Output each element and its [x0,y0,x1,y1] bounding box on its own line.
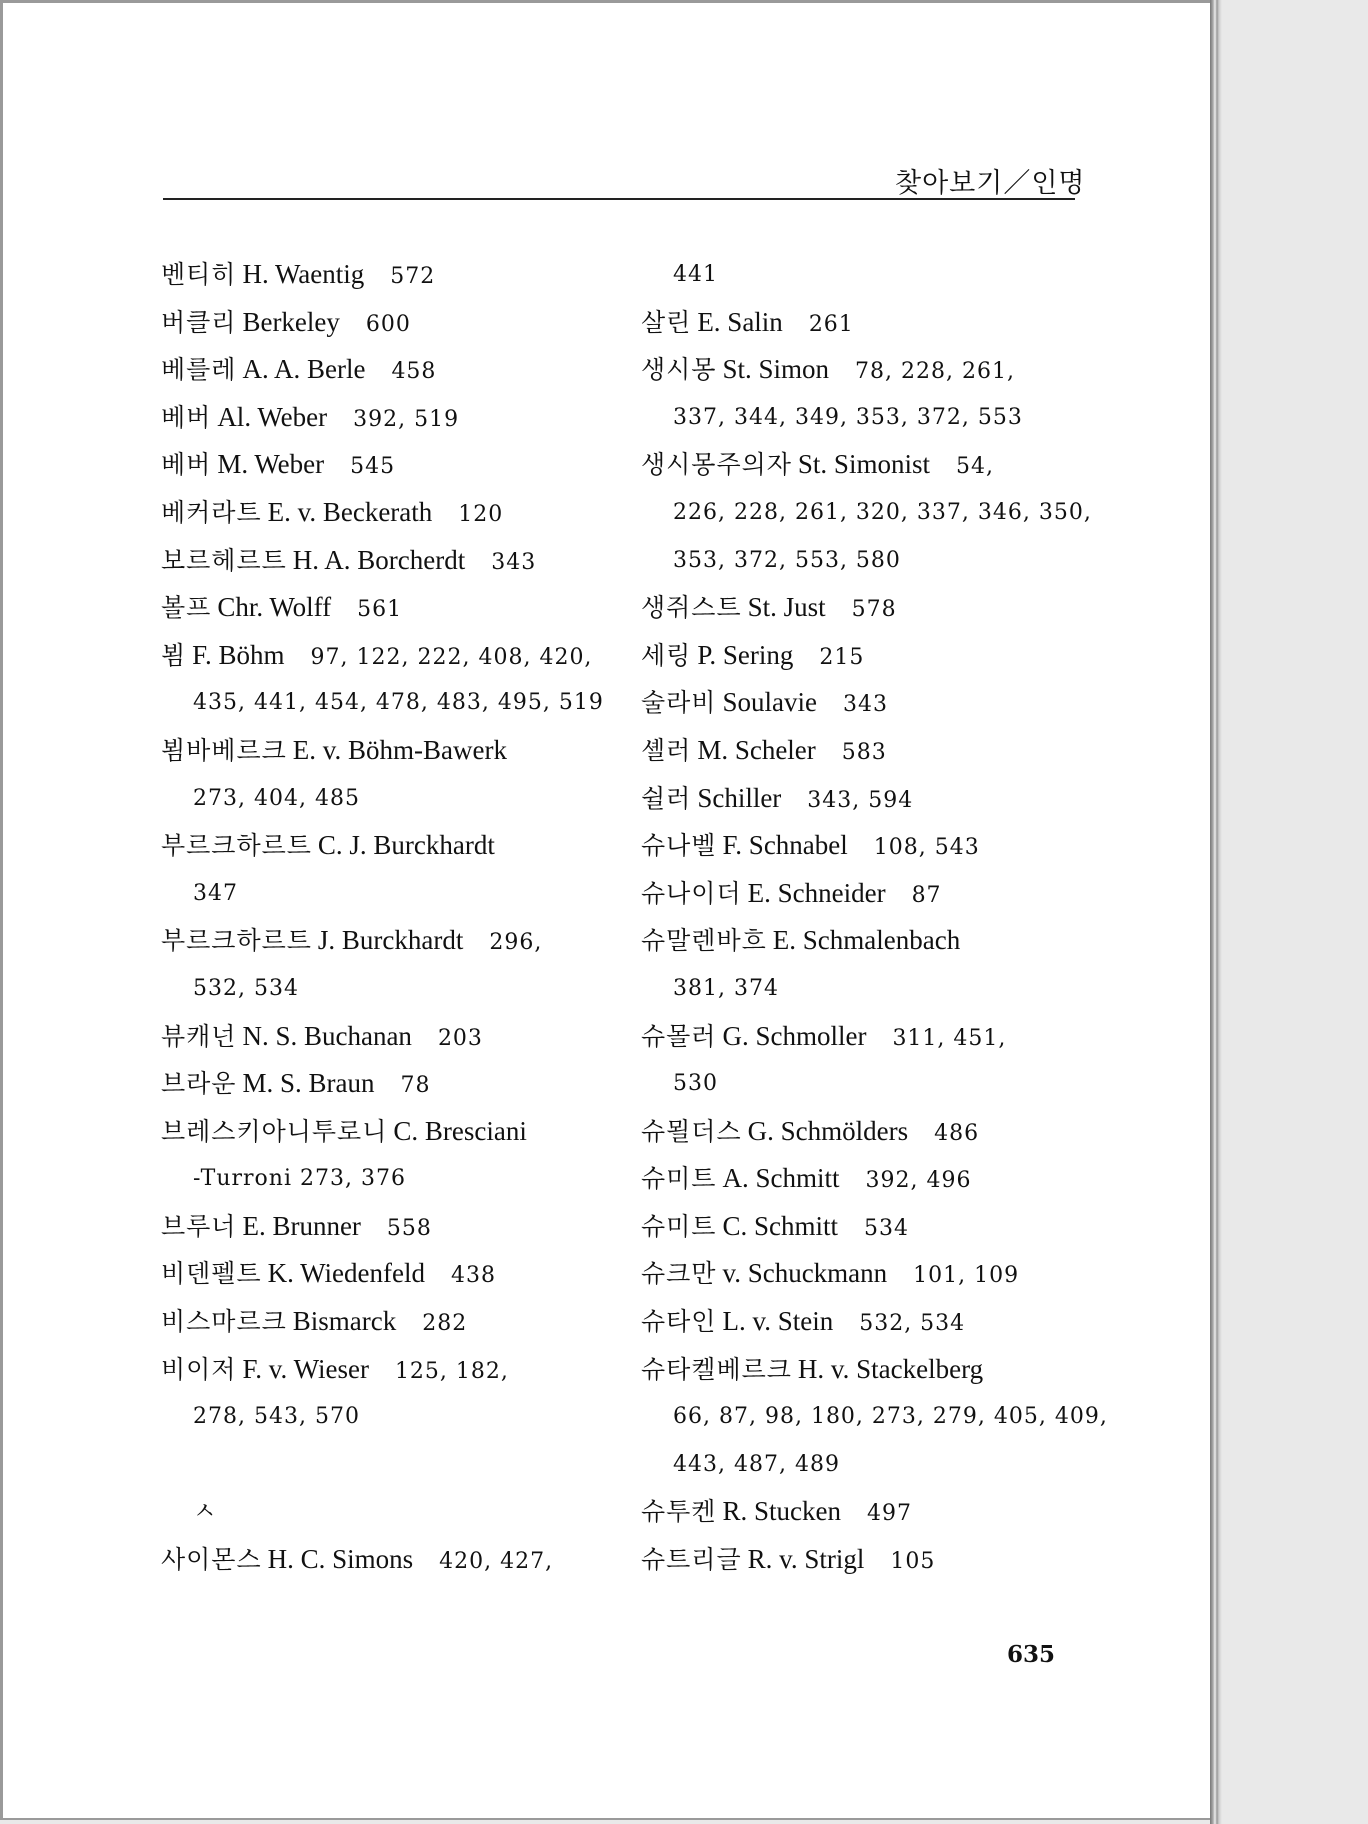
entry-original-name: St. Simonist [797,449,930,480]
entry-original-name: E. Schmalenbach [772,925,961,956]
entry-page-refs: 600 [365,311,411,337]
entry-original-name: G. Schmölders [747,1115,909,1146]
index-entry [161,727,631,775]
index-entry [641,1346,1111,1394]
index-continuation [641,489,1111,537]
index-continuation [641,251,1111,299]
entry-korean-name: 슈타켈베르크 [641,1354,792,1384]
index-continuation [161,870,631,918]
entry-korean-name: 보르헤르트 [161,545,287,575]
entry-page-refs: 530 [673,1071,718,1097]
entry-page-refs: 545 [350,454,396,480]
entry-original-name: L. v. Stein [722,1306,834,1337]
index-entry [161,1250,631,1298]
entry-korean-name: 부르크하르트 [161,831,312,861]
index-entry [161,346,631,394]
index-entry [161,917,631,965]
index-continuation [641,1393,1111,1441]
entry-original-name: Chr. Wolff [217,592,332,623]
entry-page-refs: 215 [819,644,865,670]
index-entry [161,1203,631,1251]
index-entry [161,1346,631,1394]
entry-page-refs: 353, 372, 553, 580 [673,547,901,573]
entry-korean-name: 브라운 [161,1069,237,1099]
entry-korean-name: 뷰캐넌 [161,1021,237,1051]
entry-original-name: A. Schmitt [722,1163,840,1194]
index-entry [641,346,1111,394]
entry-original-name: St. Simon [722,354,829,385]
entry-korean-name: 살린 [641,307,692,337]
entry-korean-name: 부르크하르트 [161,926,312,956]
entry-original-name: M. Weber [217,449,325,480]
entry-page-refs: 337, 344, 349, 353, 372, 553 [673,404,1023,430]
entry-korean-name: 슈묄더스 [641,1116,742,1146]
entry-page-refs: 534 [863,1215,909,1241]
entry-original-name: J. Burckhardt [317,925,464,956]
index-continuation [641,537,1111,585]
entry-page-refs: 441 [673,262,718,287]
entry-page-refs: 120 [458,501,504,527]
entry-original-name: Berkeley [242,306,340,337]
index-entry [161,632,631,680]
index-continuation [161,679,631,727]
entry-korean-name: 슈트리글 [641,1545,742,1575]
index-entry [161,489,631,537]
entry-page-refs: 347 [193,880,238,906]
entry-page-refs: 532, 534 [193,975,299,1001]
entry-page-refs: 435, 441, 454, 478, 483, 495, 519 [193,690,604,716]
entry-original-name: St. Just [747,592,826,623]
entry-original-name: E. Brunner [242,1210,361,1241]
entry-page-refs: 532, 534 [859,1311,966,1337]
entry-page-refs: 458 [391,359,437,385]
entry-page-refs: 203 [437,1025,483,1051]
entry-page-refs: 273, 404, 485 [193,785,360,811]
entry-korean-name: 비이저 [161,1354,237,1384]
entry-page-refs: 108, 543 [873,835,980,861]
index-entry [641,727,1111,775]
entry-page-refs: 78, 228, 261, [855,359,1015,385]
entry-original-name: Schiller [697,782,782,813]
entry-page-refs: 296, [489,930,543,956]
entry-original-name: E. v. Beckerath [267,496,433,527]
entry-korean-name: 뵘 [161,640,187,670]
index-entry [641,1536,1111,1584]
index-entry [641,1250,1111,1298]
entry-korean-name: 세링 [641,640,692,670]
entry-korean-name: 베커라트 [161,497,262,527]
entry-page-refs: 261 [808,311,854,337]
entry-korean-name: 슈나이더 [641,878,742,908]
index-entry [641,1155,1111,1203]
entry-page-refs: 87 [911,882,942,908]
entry-korean-name: 슈몰러 [641,1021,717,1051]
entry-korean-name: 슈투켄 [641,1497,717,1527]
index-entry [641,299,1111,347]
entry-page-refs: 558 [386,1215,432,1241]
index-entry [161,1536,631,1584]
entry-page-refs: 226, 228, 261, 320, 337, 346, 350, [673,499,1092,525]
index-entry [161,537,631,585]
entry-korean-name: 생쥐스트 [641,593,742,623]
entry-korean-name: 베버 [161,450,212,480]
index-entry [641,775,1111,823]
entry-original-name: Bismarck [292,1306,397,1337]
entry-page-refs: 343 [842,692,888,718]
entry-original-name: v. Schuckmann [722,1258,888,1289]
entry-korean-name: 슈미트 [641,1211,717,1241]
entry-page-refs: 101, 109 [913,1263,1020,1289]
entry-korean-name: 브루너 [161,1211,237,1241]
header-rule [163,198,1075,200]
entry-page-refs: 54, [955,454,994,480]
index-entry [161,1060,631,1108]
entry-original-name: F. Schnabel [722,830,848,861]
entry-page-refs: 497 [866,1501,912,1527]
index-entry [161,822,631,870]
entry-original-name: H. A. Borcherdt [292,544,466,575]
entry-original-name: E. Schneider [747,877,886,908]
entry-korean-name: 볼프 [161,593,212,623]
index-entry [161,299,631,347]
entry-original-name: R. Stucken [722,1496,841,1527]
entry-korean-name: 비덴펠트 [161,1259,262,1289]
entry-page-refs: 392, 519 [353,406,460,432]
section-spacer [161,1441,631,1489]
entry-korean-name: 슈크만 [641,1259,717,1289]
index-entry [641,679,1111,727]
entry-korean-name: 쉴러 [641,783,692,813]
index-entry [641,1488,1111,1536]
entry-original-name: R. v. Strigl [747,1544,865,1575]
entry-original-name: C. Schmitt [722,1210,838,1241]
entry-page-refs: 443, 487, 489 [673,1451,840,1477]
index-continuation [161,1155,631,1203]
entry-korean-name: 베를레 [161,355,237,385]
entry-page-refs: 78 [400,1073,431,1099]
entry-korean-name: 슈미트 [641,1164,717,1194]
index-entry [161,394,631,442]
index-entry [641,632,1111,680]
index-entry [161,1298,631,1346]
entry-page-refs: 561 [357,597,403,623]
index-entry [641,822,1111,870]
index-continuation [161,775,631,823]
index-entry [161,1108,631,1156]
entry-original-name: Al. Weber [217,401,328,432]
entry-page-refs: 66, 87, 98, 180, 273, 279, 405, 409, [673,1404,1108,1430]
section-letter [161,1488,631,1536]
index-continuation [161,1393,631,1441]
entry-korean-name: 브레스키아니투로니 [161,1116,388,1146]
index-entry [641,870,1111,918]
index-column-left [161,251,631,1584]
entry-original-name: F. v. Wieser [242,1353,369,1384]
entry-korean-name: 술라비 [641,688,717,718]
section-letter-text: ㅅ [193,1497,217,1526]
entry-page-refs: 343, 594 [807,787,914,813]
index-entry [641,584,1111,632]
entry-korean-name: 뵘바베르크 [161,735,287,765]
entry-original-name: A. A. Berle [242,354,366,385]
entry-korean-name: 슈말렌바흐 [641,926,767,956]
entry-korean-name: 생시몽 [641,355,717,385]
entry-page-refs: 486 [934,1120,980,1146]
index-entry [641,1013,1111,1061]
index-entry [641,441,1111,489]
index-entry [641,1203,1111,1251]
page-number: 635 [1007,1641,1056,1668]
entry-page-refs: 311, 451, [892,1025,1007,1051]
entry-original-name: G. Schmoller [722,1020,867,1051]
index-entry [641,1298,1111,1346]
entry-original-name: K. Wiedenfeld [267,1258,425,1289]
entry-korean-name: 생시몽주의자 [641,450,792,480]
entry-original-name: E. v. Böhm-Bawerk [292,734,507,765]
index-entry [161,1013,631,1061]
entry-korean-name: 슈타인 [641,1307,717,1337]
index-entry [641,1108,1111,1156]
index-continuation [641,965,1111,1013]
entry-page-refs: 343 [491,549,537,575]
entry-original-name: Soulavie [722,687,817,718]
entry-original-name: H. Waentig [242,259,365,289]
entry-korean-name: 셸러 [641,735,692,765]
index-continuation [161,965,631,1013]
entry-korean-name: 베버 [161,402,212,432]
index-entry [161,251,631,299]
entry-page-refs: 583 [841,739,887,765]
entry-original-name: N. S. Buchanan [242,1020,412,1051]
entry-original-name: C. Bresciani [393,1115,527,1146]
entry-original-name: P. Sering [697,639,794,670]
entry-page-refs: 278, 543, 570 [193,1404,360,1430]
entry-original-name: F. Böhm [192,639,285,670]
entry-page-refs: 381, 374 [673,975,779,1001]
entry-korean-name: 사이몬스 [161,1545,262,1575]
entry-page-refs: 282 [422,1311,468,1337]
entry-original-name: C. J. Burckhardt [317,830,495,861]
entry-page-refs: 572 [390,264,436,289]
entry-korean-name: 비스마르크 [161,1307,287,1337]
page-edge [1210,0,1222,1824]
index-continuation [641,394,1111,442]
entry-original-name: M. Scheler [697,734,816,765]
entry-page-refs: 420, 427, [439,1549,554,1575]
entry-page-refs: 392, 496 [865,1168,972,1194]
entry-original-name: E. Salin [697,306,783,337]
entry-page-refs: 105 [890,1549,936,1575]
entry-korean-name: 슈나벨 [641,831,717,861]
running-head: 찾아보기／인명 [895,168,1086,199]
index-continuation [641,1060,1111,1108]
entry-original-name: H. C. Simons [267,1544,414,1575]
index-entry [161,584,631,632]
index-entry [161,441,631,489]
entry-original-name: H. v. Stackelberg [797,1353,984,1384]
entry-page-refs: 125, 182, [394,1358,509,1384]
entry-page-refs: 97, 122, 222, 408, 420, [310,644,593,670]
entry-page-refs: -Turroni 273, 376 [193,1166,406,1192]
entry-page-refs: 438 [450,1263,496,1289]
index-column-right [641,251,1111,1584]
index-entry [641,917,1111,965]
entry-korean-name: 버클리 [161,307,237,337]
entry-original-name: M. S. Braun [242,1068,375,1099]
index-continuation [641,1441,1111,1489]
entry-page-refs: 578 [851,597,897,623]
entry-korean-name: 벤티히 [161,260,237,289]
